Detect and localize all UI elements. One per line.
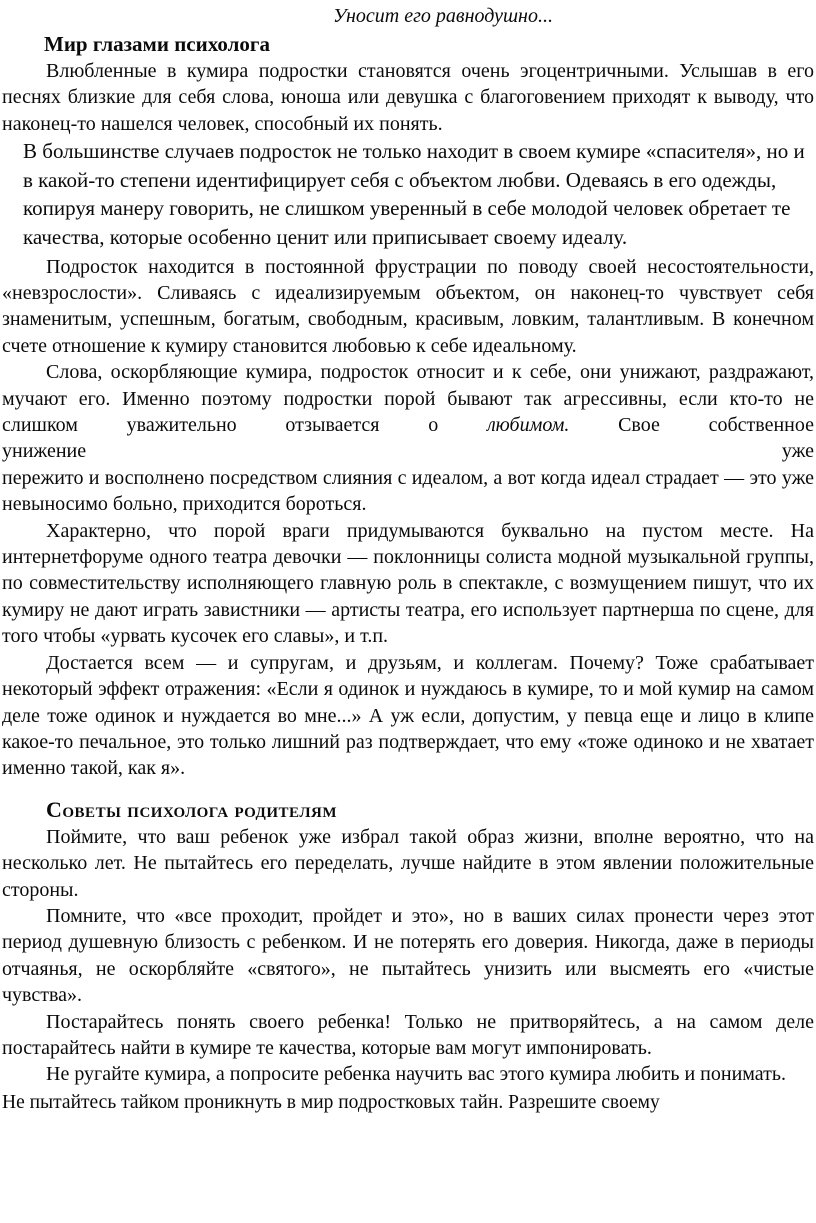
paragraph-10: Не ругайте кумира, а попросите ребенка научить вас этого кумира любить и понимать. xyxy=(46,1063,787,1086)
paragraph-4-part1 xyxy=(2,359,814,438)
paragraph-4-part2: пережито и восполнено посредством слияния с идеалом, а вот когда идеал страдает — это уже невыносимо больно, приходится бороться. xyxy=(2,466,814,516)
paragraph-6: Достается всем — и супругам, и друзьям, и коллегам. Почему? Тоже срабатывает некоторый эффект отражения: «Если я одинок и нуждаюсь в кумире, то и мой кумир на самом деле тоже одинок и нуждается во мне...» А уж если, допустим, у певца еще и лицо в клипе какое-то печальное, это только лишний раз подтверждает, что ему «тоже одиноко и не хватает именно такой, как я». xyxy=(2,651,814,780)
paragraph-11: Не пытайтесь тайком проникнуть в мир подростковых тайн. Разрешите своему xyxy=(2,1091,660,1113)
paragraph-4-text-mid: Свое собственное xyxy=(569,414,814,437)
stretched-line-left-word: унижение xyxy=(2,440,87,463)
paragraph-4-italic-word: любимом. xyxy=(486,414,570,437)
paragraph-8: Помните, что «все проходит, пройдет и это», но в ваших силах пронести через этот период душевную близость с ребенком. И не потерять его доверия. Никогда, даже в периоды отчаянья, не оскорбляйте «святого», не пытайтесь унизить или высмеять его «чистые чувства». xyxy=(2,904,814,1007)
paragraph-5: Характерно, что порой враги придумываются буквально на пустом месте. На интернетфоруме одного театра девочки — поклонницы солиста модной музыкальной группы, по совместительству исполняющего главную роль в спектакле, с возмущением пишут, что их кумиру не дают играть завистники — артисты театра, его использует партнерша по сцене, для того чтобы «урвать кусочек его славы», и т.п. xyxy=(2,519,814,648)
epigraph-text: Уносит его равнодушно... xyxy=(333,5,553,27)
section-heading: Советы психолога родителям xyxy=(46,796,338,822)
stretched-line-right-word: уже xyxy=(781,440,814,463)
paragraph-4 xyxy=(2,359,814,517)
paragraph-4-text-start: Слова, оскорбляющие кумира, подросток относит и к себе, они унижают, раздражают, мучают его. Именно поэтому подростки порой бывают так агрессивны, если кто-то не слишком уважительно отзывается о xyxy=(2,361,814,437)
paragraph-7: Поймите, что ваш ребенок уже избрал такой образ жизни, вполне вероятно, что на несколько лет. Не пытайтесь его переделать, лучше найдите в этом явлении положительные стороны. xyxy=(2,825,814,901)
paragraph-1: Влюбленные в кумира подростки становятся очень эгоцентричными. Услышав в его песнях близкие для себя слова, юноша или девушка с благоговением приходят к выводу, что наконец-то нашелся человек, способный их понять. xyxy=(2,60,814,135)
epigraph xyxy=(2,3,814,30)
article-title: Мир глазами психолога xyxy=(44,32,270,56)
paragraph-4-stretched-line xyxy=(2,438,814,464)
paragraph-3: Подросток находится в постоянной фрустрации по поводу своей несостоятельности, «невзрослости». Сливаясь с идеализируемым объектом, он наконец-то чувствует себя знаменитым, успешным, богатым, свободным, красивым, ловким, талантливым. В конечном счете отношение к кумиру становится любовью к себе идеальному. xyxy=(2,255,814,357)
paragraph-2: В большинстве случаев подросток не только находит в своем кумире «спасителя», но и в какой-то степени идентифицирует себя с объектом любви. Одеваясь в его одежды, копируя манеру говорить, не слишком уверенный в себе молодой человек обретает те качества, которые особенно ценит или приписывает своему идеалу. xyxy=(23,139,805,249)
paragraph-9: Постарайтесь понять своего ребенка! Только не притворяйтесь, а на самом деле постарайтесь найти в кумире те качества, которые вам могут импонировать. xyxy=(2,1010,814,1059)
